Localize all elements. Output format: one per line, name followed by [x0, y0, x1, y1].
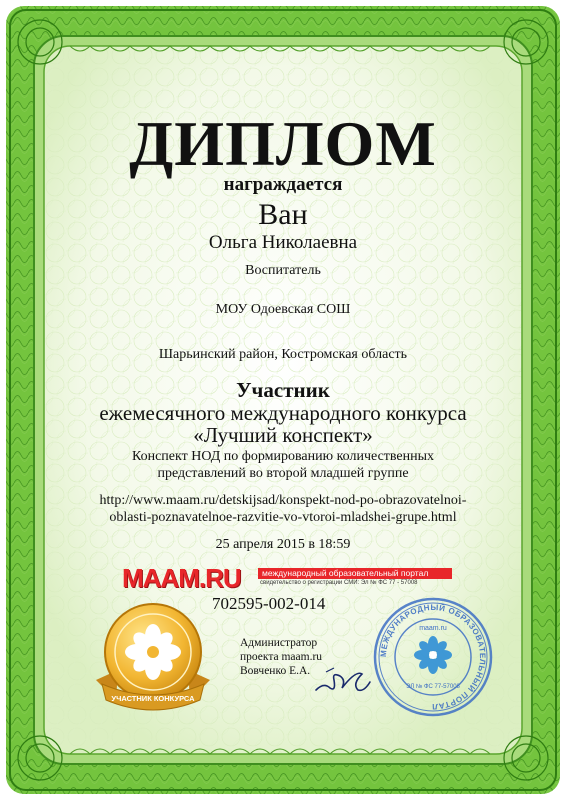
work-url-line-2: oblasti-poznavatelnoe-razvitie-vo-vtoroi-mladshei-grupe.html [109, 510, 457, 525]
participant-label: Участник [236, 378, 330, 402]
work-url-line-1: http://www.maam.ru/detskijsad/konspekt-nod-po-obrazovatelnoi- [99, 493, 467, 508]
logo-strip-text: международный образовательный портал [262, 568, 429, 578]
administrator-block [240, 636, 322, 678]
stamp-registration-text: ЭЛ № ФС 77-57008 [406, 684, 460, 690]
recipient-region: Шарьинский район, Костромская область [158, 347, 408, 362]
participant-medal-icon [88, 600, 218, 718]
work-title-line-1: Конспект НОД по формированию количественных [131, 449, 435, 464]
recipient-organization: МОУ Одоевская СОШ [215, 302, 351, 317]
stamp-ring-text: МЕЖДУНАРОДНЫЙ ОБРАЗОВАТЕЛЬНЫЙ ПОРТАЛ [378, 602, 488, 712]
maam-logo [122, 565, 452, 591]
diploma-title: ДИПЛОМ [129, 108, 437, 179]
registration-number: 702595-002-014 [212, 594, 326, 613]
medal-label: УЧАСТНИК КОНКУРСА [111, 694, 195, 703]
recipient-name: Ольга Николаевна [208, 232, 358, 253]
stamp-center-text: maam.ru [419, 625, 447, 632]
admin-name: Вовченко Е.А. [240, 665, 311, 677]
maam-logo-brand: MAAM.RU [122, 563, 241, 593]
admin-project: проекта maam.ru [240, 651, 323, 663]
admin-title: Администратор [240, 637, 318, 649]
work-title-line-2: представлений во второй младшей группе [157, 466, 409, 481]
recipient-position: Воспитатель [245, 263, 321, 278]
contest-description: ежемесячного международного конкурса [99, 401, 467, 425]
administrator-signature [312, 662, 374, 698]
awarded-label: награждается [223, 174, 343, 195]
contest-name: «Лучший конспект» [193, 423, 373, 447]
recipient-surname: Ван [258, 198, 308, 231]
official-stamp-icon [372, 596, 494, 718]
logo-registration-text: свидетельство о регистрации СМИ: Эл № ФС 77 - 57008 [260, 580, 418, 586]
publication-date: 25 апреля 2015 в 18:59 [215, 537, 351, 552]
